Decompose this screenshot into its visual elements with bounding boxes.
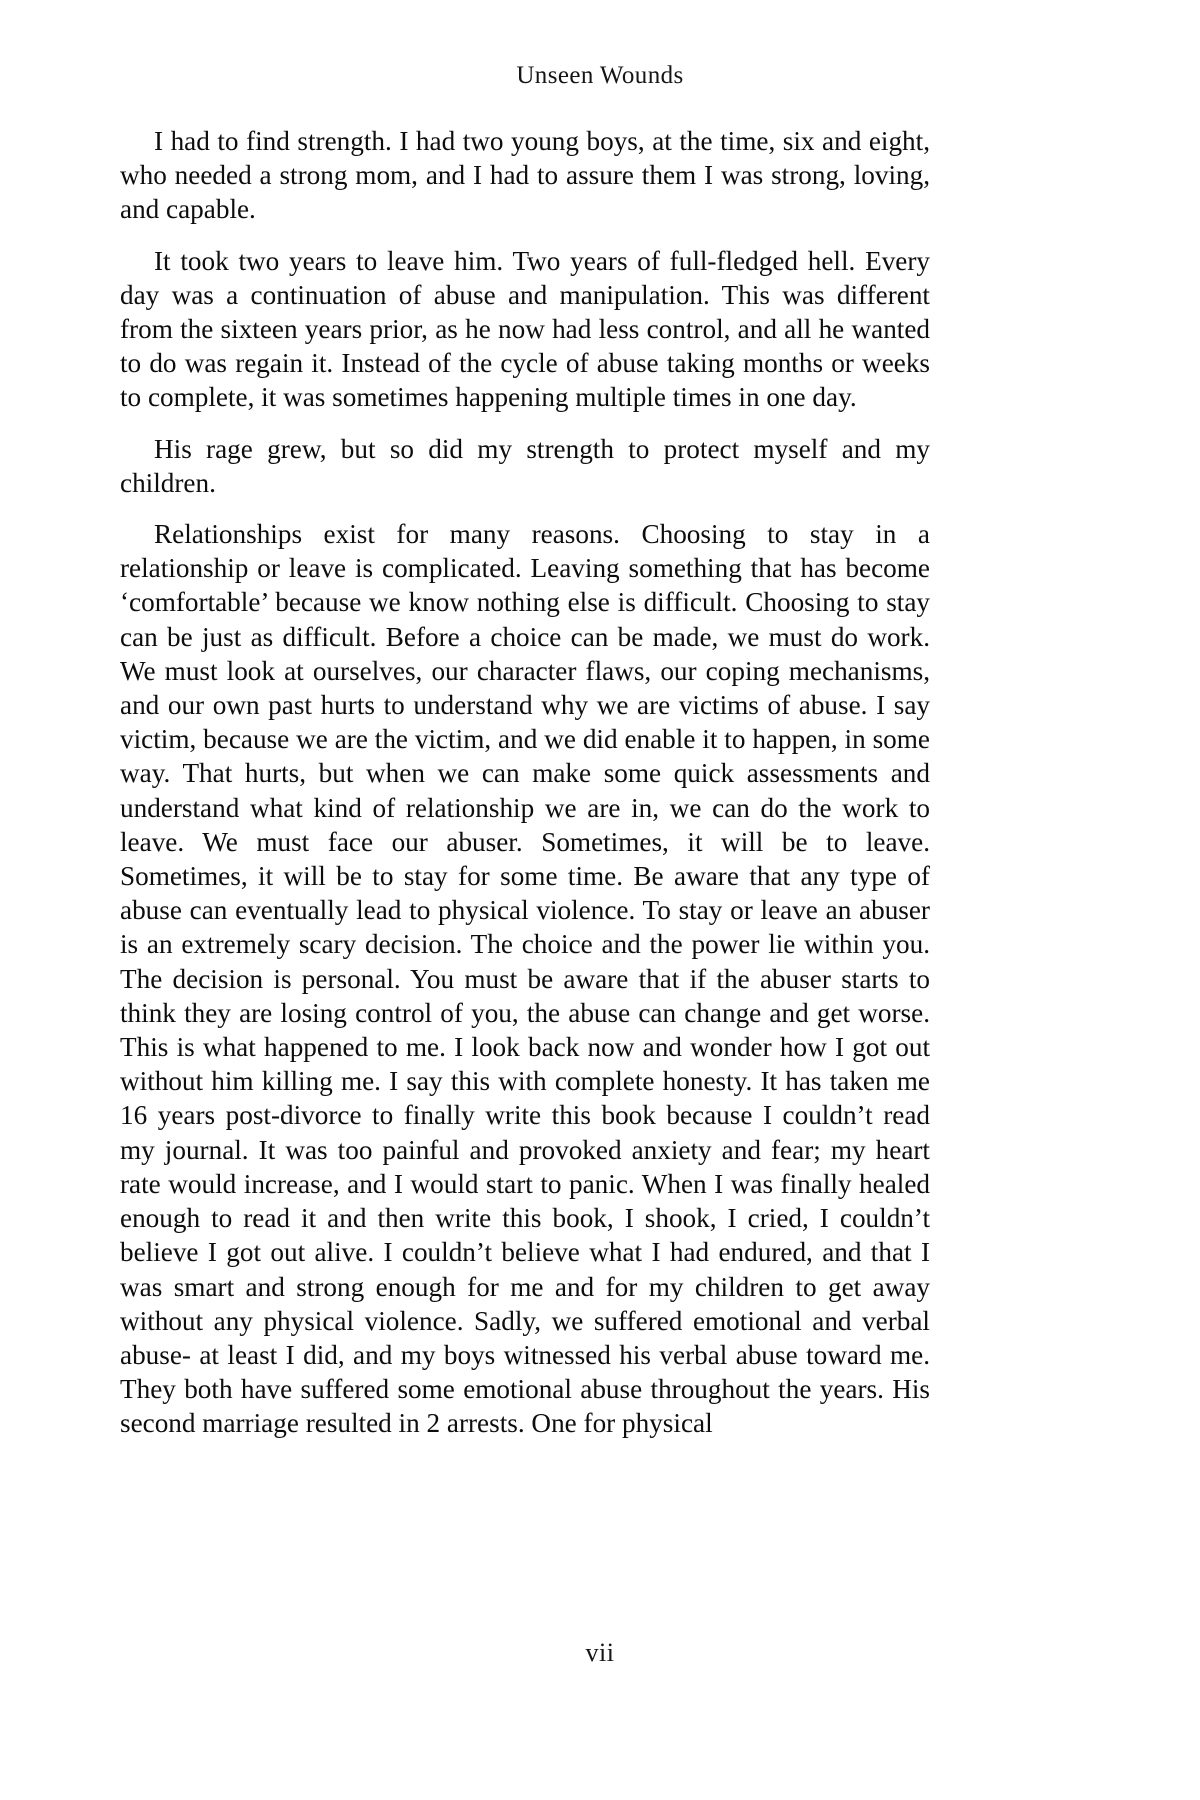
body-text-block xyxy=(120,124,930,1441)
running-header: Unseen Wounds xyxy=(516,62,684,89)
body-paragraph: I had to find strength. I had two young boys, at the time, six and eight, who needed a strong mom, and I had to assure them I was strong, loving, and capable. xyxy=(120,126,930,225)
body-paragraph: Relationships exist for many reasons. Choosing to stay in a relationship or leave is complicated. Leaving something that has become ‘comfortable’ because we know nothing else is difficult. Choosing to stay can be just as difficult. Before a choice can be made, we must do work. We must look at ourselves, our character flaws, our coping mechanisms, and our own past hurts to understand why we are victims of abuse. I say victim, because we are the victim, and we did enable it to happen, in some way. That hurts, but when we can make some quick assessments and understand what kind of relationship we are in, we can do the work to leave. We must face our abuser. Sometimes, it will be to leave. Sometimes, it will be to stay for some time. Be aware that any type of abuse can eventually lead to physical violence. To stay or leave an abuser is an extremely scary decision. The choice and the power lie within you. The decision is personal. You must be aware that if the abuser starts to think they are losing control of you, the abuse can change and get worse. This is what happened to me. I look back now and wonder how I got out without him killing me. I say this with complete honesty. It has taken me 16 years post-divorce to finally write this book because I couldn’t read my journal. It was too painful and provoked anxiety and fear; my heart rate would increase, and I would start to panic. When I was finally healed enough to read it and then write this book, I shook, I cried, I couldn’t believe I got out alive. I couldn’t believe what I had endured, and that I was smart and strong enough for me and for my children to get away without any physical violence. Sadly, we suffered emotional and verbal abuse- at least I did, and my boys witnessed his verbal abuse toward me. They both have suffered some emotional abuse throughout the years. His second marriage resulted in 2 arrests. One for physical xyxy=(120,519,930,1439)
body-paragraph: It took two years to leave him. Two years of full-fledged hell. Every day was a continuation of abuse and manipulation. This was different from the sixteen years prior, as he now had less control, and all he wanted to do was regain it. Instead of the cycle of abuse taking months or weeks to complete, it was sometimes happening multiple times in one day. xyxy=(120,245,930,413)
body-paragraph: His rage grew, but so did my strength to protect myself and my children. xyxy=(120,433,930,498)
page-number: vii xyxy=(585,1638,615,1667)
